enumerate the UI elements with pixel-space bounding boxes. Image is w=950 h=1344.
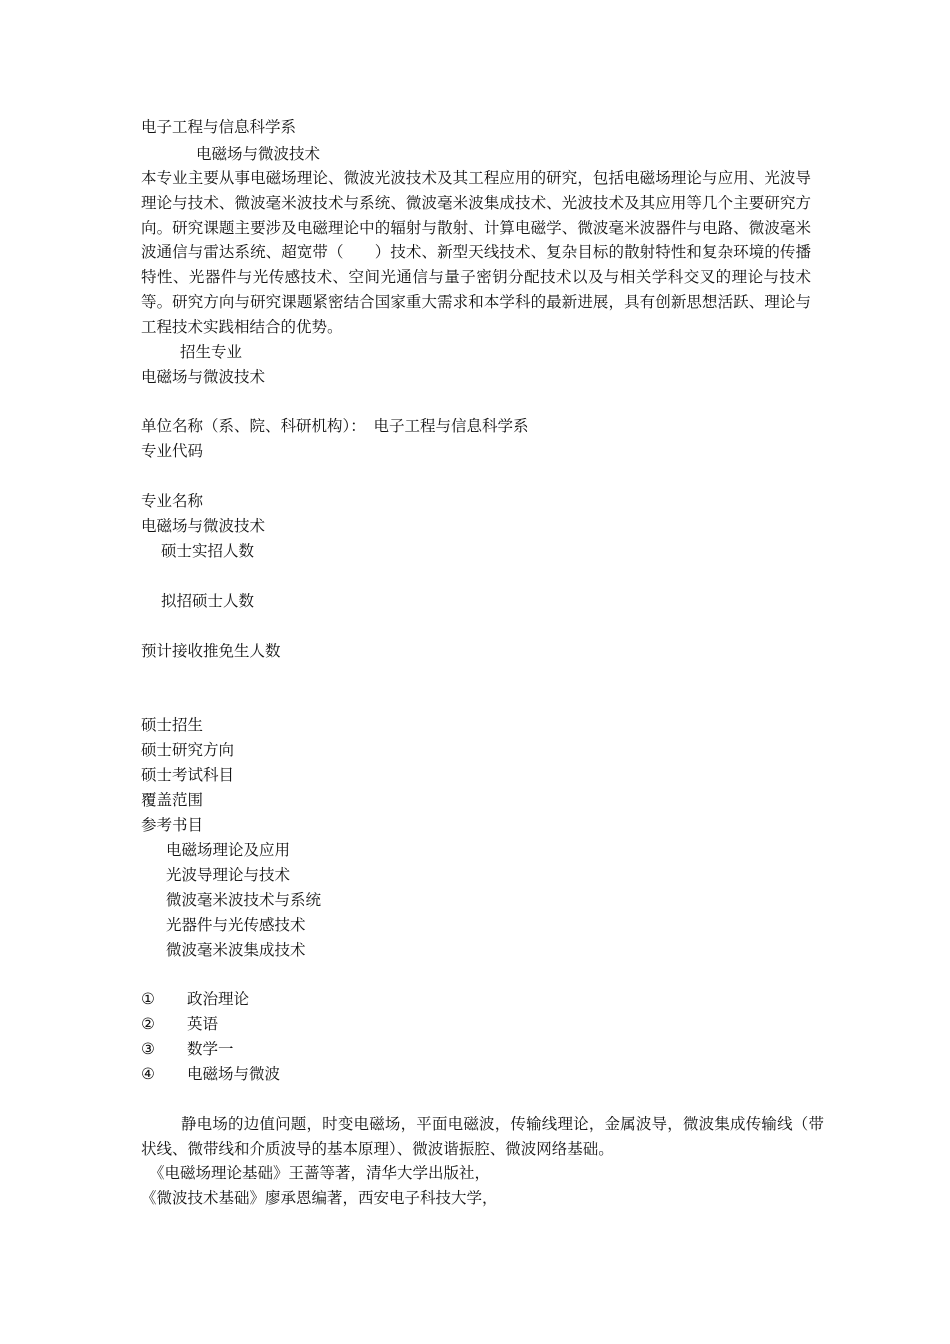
subject-number: ② <box>141 1015 155 1033</box>
research-direction-item: 光器件与光传感技术 <box>166 916 306 934</box>
exempt-student-count-label: 预计接收推免生人数 <box>141 642 281 660</box>
research-direction-item: 电磁场理论及应用 <box>166 841 291 859</box>
reference-book: 《电磁场理论基础》王蔷等著，清华大学出版社， <box>149 1164 491 1182</box>
major-heading: 电磁场与微波技术 <box>196 145 321 163</box>
exam-subject-item <box>141 1063 280 1085</box>
section-label: 参考书目 <box>141 816 204 834</box>
exam-subject-item <box>141 1013 218 1035</box>
subject-name: 英语 <box>187 1015 219 1033</box>
research-direction-item: 微波毫米波技术与系统 <box>166 891 322 909</box>
subject-number: ① <box>141 990 155 1008</box>
section-label: 硕士研究方向 <box>141 741 235 759</box>
intro-paragraph: 本专业主要从事电磁场理论、微波光波技术及其工程应用的研究，包括电磁场理论与应用、光波导理论与技术、微波毫米波技术与系统、微波毫米波集成技术、光波技术及其应用等几个主要研究方向。研究课题主要涉及电磁理论中的辐射与散射、计算电磁学、微波毫米波器件与电路、微波毫米波通信与雷达系统、超宽带（ ）技术、新型天线技术、复杂目标的散射特性和复杂环境的传播特性、光器件与光传感技术、空间光通信与量子密钥分配技术以及与相关学科交叉的理论与技术等。研究方向与研究课题紧密结合国家重大需求和本学科的最新进展，具有创新思想活跃、理论与工程技术实践相结合的优势。 <box>141 169 811 336</box>
actual-enroll-count-label: 硕士实招人数 <box>161 542 255 560</box>
exam-subject-item <box>141 1038 234 1060</box>
planned-enroll-count-label: 拟招硕士人数 <box>161 592 255 610</box>
subject-name: 数学一 <box>187 1040 234 1058</box>
unit-name-line: 单位名称（系、院、科研机构）： 电子工程与信息科学系 <box>141 417 529 435</box>
subject-name: 电磁场与微波 <box>187 1065 281 1083</box>
research-direction-item: 光波导理论与技术 <box>166 866 291 884</box>
coverage-paragraph: 静电场的边值问题，时变电磁场，平面电磁波，传输线理论，金属波导，微波集成传输线（带状线、微带线和介质波导的基本原理）、微波谐振腔、微波网络基础。 <box>141 1115 824 1158</box>
major-name-label: 专业名称 <box>141 492 204 510</box>
enroll-major-value: 电磁场与微波技术 <box>141 368 266 386</box>
subject-number: ④ <box>141 1065 155 1083</box>
research-direction-item: 微波毫米波集成技术 <box>166 941 306 959</box>
section-label: 硕士招生 <box>141 716 204 734</box>
enroll-major-label: 招生专业 <box>180 343 243 361</box>
subject-number: ③ <box>141 1040 155 1058</box>
section-label: 硕士考试科目 <box>141 766 235 784</box>
section-label: 覆盖范围 <box>141 791 204 809</box>
exam-subject-item <box>141 988 249 1010</box>
reference-book: 《微波技术基础》廖承恩编著，西安电子科技大学， <box>141 1189 498 1207</box>
major-name-value: 电磁场与微波技术 <box>141 517 266 535</box>
major-code-label: 专业代码 <box>141 442 204 460</box>
subject-name: 政治理论 <box>187 990 250 1008</box>
department-title: 电子工程与信息科学系 <box>141 118 297 136</box>
